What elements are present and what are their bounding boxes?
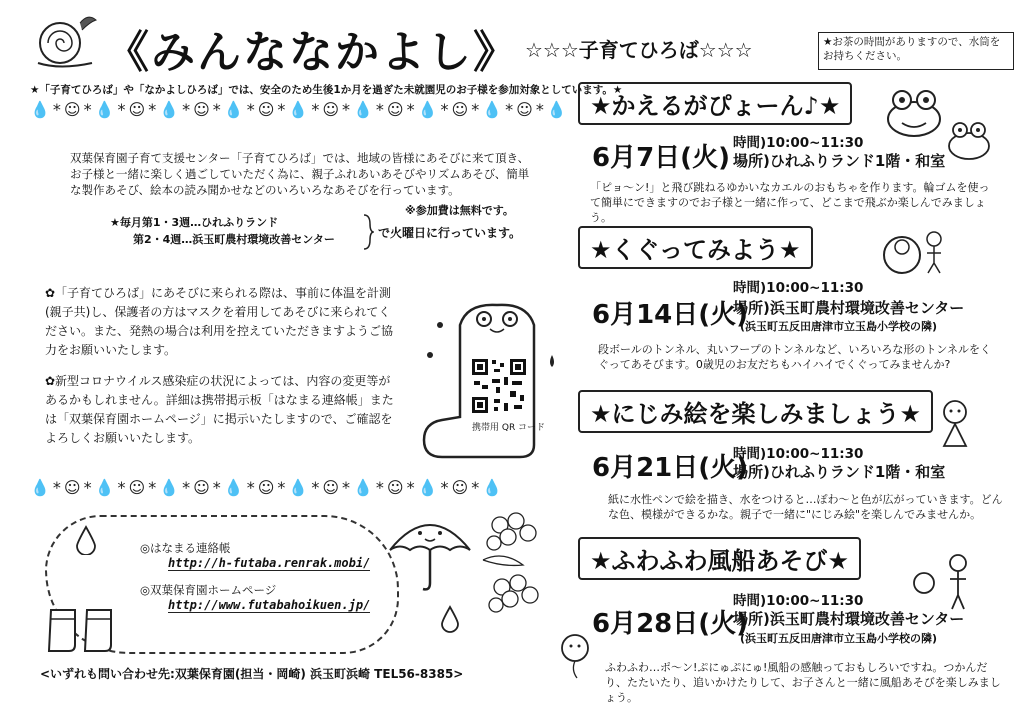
target-notice: ★「子育てひろば」や「なかよしひろば」では、安全のため生後1か月を過ぎた未就園児のお子様を参加対象としています。★ xyxy=(30,84,623,96)
child-icon xyxy=(930,396,980,456)
link-hanamaru-url[interactable]: http://h-futaba.renrak.mobi/ xyxy=(168,556,371,570)
qr-code[interactable] xyxy=(470,357,528,415)
event-title-4: ★ふわふわ風船あそび★ xyxy=(578,537,861,580)
event-place-1: 場所)ひれふりランド1階・和室 xyxy=(733,152,946,170)
intro-text: 双葉保育園子育て支援センター「子育てひろば」では、地域の皆様にあそびに来て頂き、お子様と一緒に楽しく過ごしていただく為に、親子ふれあいあそびやリズムあそび、簡単な製作あそび、絵本の読み聞かせなどのいろいろなあそびを行っています。 xyxy=(70,151,530,197)
rain-boots-icon xyxy=(45,605,125,655)
event-date-2: 6月14日(火) xyxy=(592,300,749,330)
event-title-2: ★くぐってみよう★ xyxy=(578,226,813,269)
decorative-border-bottom: 💧*☺*💧*☺*💧*☺*💧*☺*💧*☺*💧*☺*💧*☺*💧 xyxy=(30,478,506,497)
umbrella-icon xyxy=(385,505,475,595)
event-time-3: 時間)10:00~11:30 xyxy=(733,446,864,462)
event-title-1: ★かえるがぴょーん♪★ xyxy=(578,82,852,125)
event-time-4: 時間)10:00~11:30 xyxy=(733,593,864,609)
page-title: 《みんななかよし》 xyxy=(105,27,519,78)
event-place-3: 場所)ひれふりランド1階・和室 xyxy=(733,463,946,481)
frog-icon xyxy=(944,118,994,163)
event-date-4: 6月28日(火) xyxy=(592,609,749,639)
page-subtitle: ☆☆☆子育てひろば☆☆☆ xyxy=(525,38,753,62)
raindrop-icon xyxy=(440,605,460,633)
event-time-2: 時間)10:00~11:30 xyxy=(733,280,864,296)
fee-note: ※参加費は無料です。 xyxy=(405,204,514,217)
event-date-1: 6月7日(火) xyxy=(592,143,730,173)
qr-caption: 携帯用 QR コード xyxy=(472,423,546,433)
link-label-hanamaru: ◎はなまる連絡帳 xyxy=(140,541,231,555)
event-desc-2: 段ボールのトンネル、丸いフープのトンネルなど、いろいろな形のトンネルをくぐってあそびます。0歳児のお友だちもハイハイでくぐってみませんか? xyxy=(598,343,992,371)
hydrangea-icon xyxy=(478,505,548,625)
brace-icon xyxy=(362,214,374,250)
link-homepage-url[interactable]: http://www.futabahoikuen.jp/ xyxy=(168,598,371,612)
event-place-2: 場所)浜玉町農村環境改善センター xyxy=(733,299,965,317)
event-title-3: ★にじみ絵を楽しみましょう★ xyxy=(578,390,933,433)
balloon-icon xyxy=(910,545,980,615)
event-address-4: (浜玉町五反田唐津市立玉島小学校の隣) xyxy=(740,632,938,645)
schedule-line-1: ★毎月第1・3週…ひれふりランド xyxy=(110,216,279,229)
event-time-1: 時間)10:00~11:30 xyxy=(733,135,864,151)
event-address-2: (浜玉町五反田唐津市立玉島小学校の隣) xyxy=(740,320,938,333)
contact-footer: <いずれも問い合わせ先:双葉保育園(担当・岡崎) 浜玉町浜崎 TEL56-8385> xyxy=(40,667,464,681)
event-date-3: 6月21日(火) xyxy=(592,453,749,483)
raindrop-icon xyxy=(75,525,97,555)
notice-covid: ✿新型コロナウイルス感染症の状況によっては、内容の変更等があるかもしれません。詳細は携帯掲示板「はなまる連絡帳」または「双葉保育園ホームページ」に掲示いたしますので、ご確認をよろしくお願いいたします。 xyxy=(45,374,394,445)
child-icon xyxy=(872,225,962,275)
schedule-line-2: 第2・4週…浜玉町農村環境改善センター xyxy=(133,233,335,246)
event-desc-3: 紙に水性ペンで絵を描き、水をつけると…ぽわ〜と色が広がっていきます。どんな色、模様ができるかな。親子で一緒に"にじみ絵"を楽しんでみませんか。 xyxy=(608,493,1003,521)
decorative-border-top: 💧*☺*💧*☺*💧*☺*💧*☺*💧*☺*💧*☺*💧*☺*💧*☺*💧 xyxy=(30,100,570,119)
snail-icon xyxy=(30,8,100,68)
frog-icon xyxy=(884,85,944,140)
event-desc-1: 「ピョ〜ン!」と飛び跳ねるゆかいなカエルのおもちゃを作ります。輪ゴムを使って簡単にできますのでお子様と一緒に作って、どこまで飛ぶか楽しんでみましょう。 xyxy=(590,181,990,224)
event-place-4: 場所)浜玉町農村環境改善センター xyxy=(733,610,965,628)
schedule-tail: で火曜日に行っています。 xyxy=(378,226,522,240)
balloon-icon xyxy=(555,630,595,680)
event-desc-4: ふわふわ…ポ〜ン!ぷにゅぷにゅ!風船の感触っておもしろいですね。つかんだり、たたいたり、追いかけたりして、お子さんと一緒に風船あそびを楽しみましょう。 xyxy=(605,661,1001,704)
tea-note: ★お茶の時間がありますので、水筒をお持ちください。 xyxy=(818,32,1014,70)
notice-health: ✿「子育てひろば」にあそびに来られる際は、事前に体温を計測(親子共)し、保護者の方はマスクを着用してあそびに来られてください。また、発熱の場合は利用を控えていただきますようご協力をお願いいたします。 xyxy=(45,286,394,357)
link-label-homepage: ◎双葉保育園ホームページ xyxy=(140,583,277,597)
